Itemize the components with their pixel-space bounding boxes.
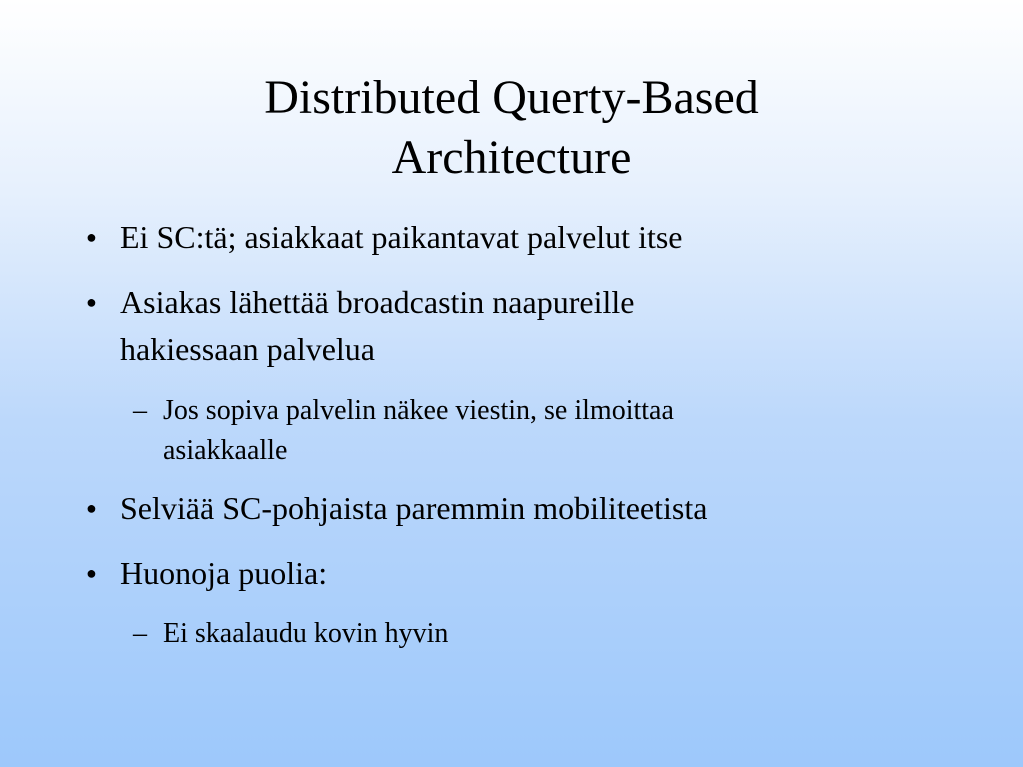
bullet-text: Selviää SC-pohjaista paremmin mobiliteetista (120, 490, 708, 526)
bullet-dot-icon: ● (86, 227, 97, 247)
bullet-item-3 (86, 485, 708, 532)
title-line-1: Distributed Querty-Based (264, 71, 759, 124)
dash-icon: – (133, 618, 147, 649)
bullet-dot-icon: ● (86, 292, 97, 312)
sub-bullet-item-2 (133, 614, 449, 654)
sub-bullet-item-1 (133, 391, 674, 471)
title-line-2: Architecture (391, 131, 632, 184)
bullet-text: Asiakas lähettää broadcastin naapureille (120, 284, 635, 320)
bullet-text-continued: hakiessaan palvelua (120, 331, 375, 367)
sub-bullet-text: Ei skaalaudu kovin hyvin (163, 618, 449, 649)
sub-bullet-text-continued: asiakkaalle (163, 435, 288, 466)
bullet-item-4 (86, 550, 328, 597)
bullet-item-1 (86, 214, 683, 261)
bullet-dot-icon: ● (86, 498, 97, 518)
bullet-dot-icon: ● (86, 563, 97, 583)
bullet-text: Ei SC:tä; asiakkaat paikantavat palvelut itse (120, 219, 683, 255)
sub-bullet-text: Jos sopiva palvelin näkee viestin, se ilmoittaa (163, 395, 674, 426)
bullet-text: Huonoja puolia: (120, 555, 328, 591)
bullet-item-2 (86, 279, 635, 373)
dash-icon: – (133, 395, 147, 426)
